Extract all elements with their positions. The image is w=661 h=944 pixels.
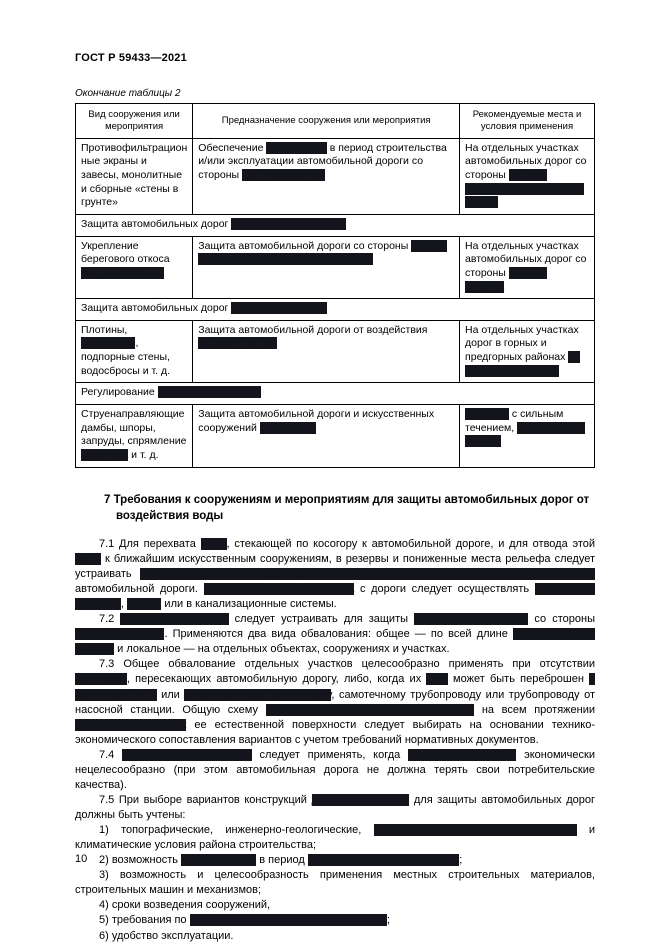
text-run: 7.3 Общее обвалование отдельных участков целесообразно применять при отсутствии bbox=[99, 658, 595, 671]
highlighted-text: водных объектов bbox=[75, 628, 165, 641]
text-run: 4) сроки возведения сооружений, bbox=[99, 899, 271, 912]
paragraph bbox=[75, 537, 595, 612]
paragraph bbox=[75, 793, 595, 823]
table-cell bbox=[76, 236, 193, 299]
table-row bbox=[76, 138, 595, 214]
highlighted-text: пропуска воды bbox=[181, 854, 257, 867]
table-cell bbox=[76, 138, 193, 214]
highlighted-text: от размыва bbox=[259, 421, 316, 434]
text-run: Обеспечение bbox=[198, 141, 267, 154]
paragraph bbox=[75, 929, 595, 944]
text-run: 1) топографические, инженерно-геологические, bbox=[99, 824, 374, 837]
text-run: Регулирование bbox=[81, 386, 158, 399]
page-number: 10 bbox=[75, 853, 88, 865]
table-section-row bbox=[76, 299, 595, 321]
highlighted-text: в водоемы, водотоки bbox=[75, 583, 595, 611]
section-body bbox=[75, 537, 595, 944]
highlighted-text: половодья и летних паводков bbox=[307, 854, 460, 867]
text-run: и т. д. bbox=[128, 448, 159, 461]
table-section-cell bbox=[76, 214, 595, 236]
column-header-purpose: Предназначение сооружения или мероприятия bbox=[193, 104, 460, 139]
highlighted-text: Отвод поверхностного стока bbox=[203, 583, 355, 596]
paragraph bbox=[75, 853, 595, 868]
highlighted-text: водного объекта bbox=[465, 266, 548, 293]
table-header-row bbox=[76, 104, 595, 139]
text-run: ; bbox=[459, 854, 463, 867]
table-cell bbox=[460, 405, 595, 468]
text-run: Струенаправляющие дамбы, шпоры, запруды, спрямление bbox=[81, 408, 187, 448]
table-row bbox=[76, 320, 595, 383]
text-run: 6) удобство эксплуатации. bbox=[99, 929, 234, 942]
highlighted-text: затапливаемого участка bbox=[75, 628, 595, 656]
highlighted-text: водозащиты bbox=[266, 141, 327, 154]
highlighted-text: овраги bbox=[127, 598, 162, 611]
text-run: с дороги следует осуществлять bbox=[354, 583, 535, 596]
text-run: на всем протяжении bbox=[474, 703, 596, 716]
highlighted-text: дамб обвалования bbox=[311, 793, 410, 806]
text-run: следует устраивать для защиты bbox=[228, 613, 415, 626]
section-heading: 7 Требования к сооружениям и мероприятиям для защиты автомобильных дорог от воздействия воды bbox=[104, 493, 590, 523]
table-cell bbox=[76, 405, 193, 468]
highlighted-text: водотоков bbox=[75, 673, 127, 686]
text-run: , bbox=[120, 598, 128, 611]
text-run: , стекающей по косогору к автомобильной дороге, и для отвода этой bbox=[226, 537, 596, 550]
table-cell bbox=[460, 138, 595, 214]
highlighted-text: Локальное обвалование bbox=[122, 748, 252, 761]
text-run: и климатические условия района строительства; bbox=[75, 824, 595, 852]
table-section-row bbox=[76, 383, 595, 405]
table-cell bbox=[460, 236, 595, 299]
column-header-recommended-places: Рекомендуемые места и условия применения bbox=[460, 104, 595, 139]
highlighted-text: пониженных отметок bbox=[75, 718, 187, 731]
table-cell bbox=[76, 320, 193, 383]
highlighted-text: на селеопасных зонах bbox=[465, 351, 580, 377]
highlighted-text: селевого потока bbox=[198, 337, 278, 350]
table-cell bbox=[193, 138, 460, 214]
highlighted-text: в реку по отводному каналу bbox=[184, 688, 332, 701]
table-row bbox=[76, 236, 595, 299]
text-run: экономически нецелесообразно (при этом автомобильная дорога не должна терять свои потребительские качества). bbox=[75, 748, 595, 791]
text-run: к ближайшим искусственным сооружениям, в резервы и пониженные места рельефа следует устраивать bbox=[75, 552, 595, 581]
text-run: На отдельных участках автомобильных дорог со стороны bbox=[465, 239, 587, 279]
table-body bbox=[76, 138, 595, 467]
table-header bbox=[76, 104, 595, 139]
column-header-structure-type: Вид сооружения или мероприятия bbox=[76, 104, 193, 139]
table-cell bbox=[193, 405, 460, 468]
text-run: автомобильной дороги. bbox=[75, 583, 204, 596]
text-run: со стороны bbox=[528, 613, 595, 626]
highlighted-text: Дамбы обвалования bbox=[120, 613, 229, 626]
highlighted-text: затапливаемых дорог bbox=[414, 613, 529, 626]
highlighted-text: руслового потока рек bbox=[157, 386, 262, 399]
highlighted-text: воды bbox=[75, 552, 101, 565]
highlighted-text: от волновых процессов bbox=[231, 217, 346, 230]
text-run: ; bbox=[386, 914, 391, 927]
highlighted-text: водных объектов от волнового воздействия bbox=[198, 239, 447, 266]
text-run: может быть переброшен bbox=[447, 673, 590, 686]
text-run: . Применяются два вида обвалования: общее — по всей длине bbox=[164, 628, 513, 641]
paragraph bbox=[75, 868, 595, 898]
paragraph bbox=[75, 898, 595, 913]
highlighted-text: русла рек bbox=[81, 448, 129, 461]
table-cell bbox=[193, 320, 460, 383]
highlighted-text: водных объектов bbox=[242, 169, 326, 182]
text-run: 7.5 При выборе вариантов конструкций bbox=[99, 793, 312, 806]
highlighted-text: общее обвалование bbox=[407, 748, 517, 761]
paragraph bbox=[75, 657, 595, 747]
table-2 bbox=[75, 103, 595, 468]
paragraph bbox=[75, 748, 595, 793]
text-run: 7.2 bbox=[99, 613, 121, 626]
text-run: 3) возможность и целесообразность применения местных строительных материалов, строительных машин и механизмов; bbox=[75, 869, 595, 897]
table-section-cell bbox=[76, 383, 595, 405]
text-run: , самотечному трубопроводу или трубопроводу от насосной станции. Общую схему bbox=[75, 688, 595, 716]
text-run: Защита автомобильной дороги со стороны bbox=[198, 239, 412, 252]
table-section-cell bbox=[76, 299, 595, 321]
text-run: На отдельных участках дорог в горных и предгорных районах bbox=[465, 323, 579, 364]
highlighted-text: сток bbox=[426, 673, 448, 686]
highlighted-text: водных объектов bbox=[81, 266, 165, 279]
text-run: Противофильтрационные экраны и завесы, монолитные и сборные «стены в грунте» bbox=[81, 141, 188, 209]
text-run: , подпорные стены, водосбросы и т. д. bbox=[81, 337, 170, 377]
text-run: На отдельных участках автомобильных дорог со стороны bbox=[465, 141, 587, 182]
highlighted-text: гидрогеологические, гидрологические bbox=[373, 824, 577, 837]
text-run: 2) возможность bbox=[99, 854, 182, 867]
paragraph bbox=[75, 612, 595, 657]
text-run: Защита автомобильных дорог bbox=[81, 302, 232, 315]
highlighted-text: охране окружающей природной среды bbox=[189, 914, 387, 927]
text-run: в период bbox=[256, 854, 308, 867]
table-row bbox=[76, 405, 595, 468]
highlighted-text: обвалования защищаемой территории bbox=[265, 703, 475, 716]
text-run: ее естественной поверхности следует выбирать на основании технико-экономического сопоставления вариантов с учетом требований нормативных документов. bbox=[75, 718, 595, 746]
text-run: Защита автомобильной дороги и искусственных сооружений bbox=[198, 408, 435, 434]
highlighted-text: воды bbox=[200, 537, 227, 550]
text-run: для защиты автомобильных дорог должны быть учтены: bbox=[75, 793, 596, 822]
text-run: 7.1 Для перехвата bbox=[99, 537, 201, 550]
text-run: или в канализационные системы. bbox=[161, 598, 337, 611]
text-run: 5) требования по bbox=[99, 914, 190, 927]
highlighted-text: селеспуски bbox=[81, 337, 136, 350]
highlighted-text: от селевых потоков bbox=[231, 302, 327, 315]
paragraph bbox=[75, 913, 595, 928]
highlighted-text: в водохранилище bbox=[75, 673, 595, 701]
text-run: следует применять, когда bbox=[251, 748, 408, 761]
text-run: Защита автомобильной дороги от воздействия bbox=[198, 323, 428, 336]
highlighted-text: нагорные канавы и сооружения защиты от поверхностного стока и затопления bbox=[140, 568, 595, 581]
table-cell bbox=[193, 236, 460, 299]
table-section-row bbox=[76, 214, 595, 236]
document-header: ГОСТ Р 59433—2021 bbox=[75, 52, 187, 64]
text-run: и локальное — на отдельных объектах, сооружениях и участках. bbox=[114, 643, 450, 656]
text-run: 7.4 bbox=[99, 748, 123, 761]
highlighted-text: водного объекта или подземного потока bbox=[465, 169, 585, 209]
text-run: Защита автомобильных дорог bbox=[81, 217, 232, 230]
text-run: , пересекающих автомобильную дорогу, либо, когда их bbox=[126, 673, 427, 686]
text-run: в период строительства и/или эксплуатации автомобильной дороги со стороны bbox=[198, 141, 447, 182]
text-run: Укрепление берегового откоса bbox=[81, 239, 170, 266]
text-run: или bbox=[156, 688, 185, 701]
text-run: с сильным течением, bbox=[465, 408, 564, 434]
table-cell bbox=[460, 320, 595, 383]
paragraph bbox=[75, 823, 595, 853]
table-caption: Окончание таблицы 2 bbox=[75, 88, 181, 99]
highlighted-text: На реках bbox=[465, 408, 509, 420]
highlighted-text: на подходах к мостам bbox=[465, 421, 585, 448]
text-run: Плотины, bbox=[81, 323, 128, 336]
